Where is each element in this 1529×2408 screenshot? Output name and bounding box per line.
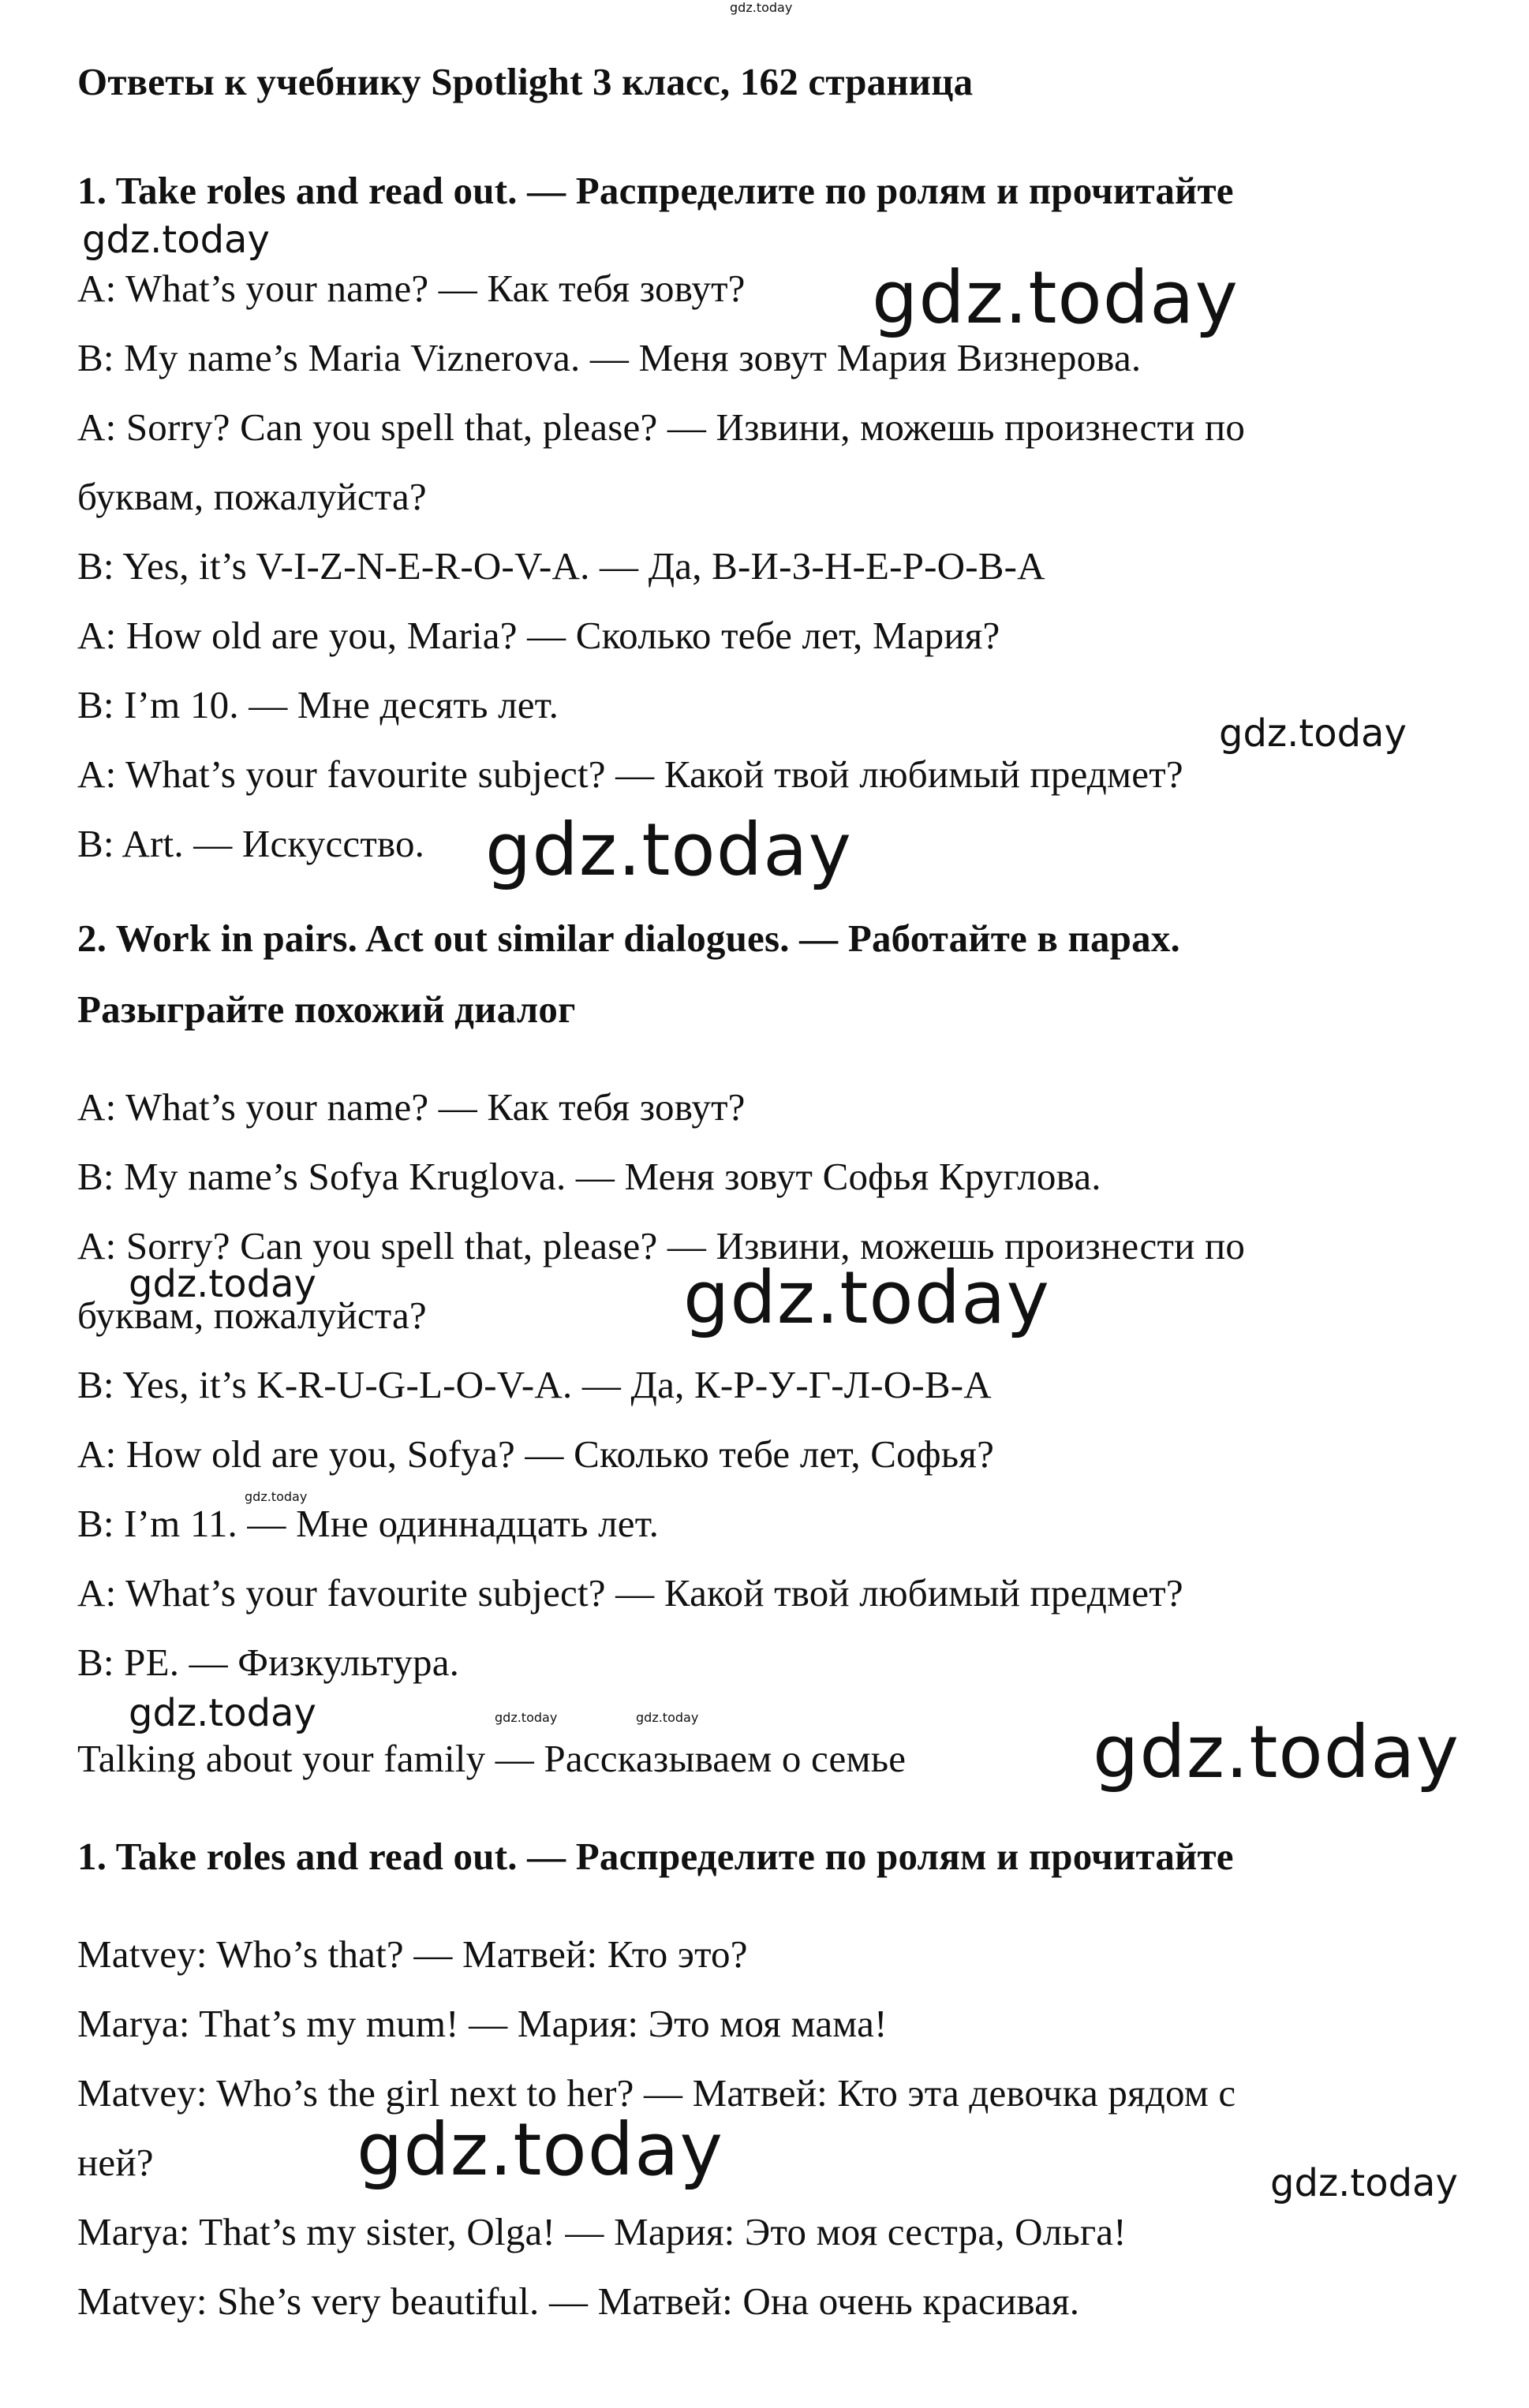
watermark-text: gdz.today xyxy=(730,0,793,15)
watermark-text: gdz.today xyxy=(82,218,270,262)
dialogue-line: Matvey: Who’s the girl next to her? — Матвей: Кто эта девочка рядом с xyxy=(77,2071,1236,2115)
watermark-text: gdz.today xyxy=(872,256,1239,340)
subtopic-title: Talking about your family — Рассказываем о семье xyxy=(77,1737,907,1780)
dialogue-line: Marya: That’s my mum! — Мария: Это моя мама! xyxy=(77,2002,888,2045)
dialogue-line: A: Sorry? Can you spell that, please? — Извини, можешь произнести по xyxy=(77,1224,1246,1267)
dialogue-line: Matvey: She’s very beautiful. — Матвей: Она очень красивая. xyxy=(77,2279,1080,2323)
section-heading: Разыграйте похожий диалог xyxy=(77,987,576,1031)
dialogue-line: A: What’s your name? — Как тебя зовут? xyxy=(77,1085,746,1129)
section-heading: 1. Take roles and read out. — Распределите по ролям и прочитайте xyxy=(77,169,1234,212)
section-heading: 1. Take roles and read out. — Распределите по ролям и прочитайте xyxy=(77,1835,1234,1878)
dialogue-line: B: Yes, it’s V-I-Z-N-E-R-O-V-A. — Да, В-И-З-Н-Е-Р-О-В-А xyxy=(77,544,1045,588)
watermark-text: gdz.today xyxy=(636,1710,699,1725)
dialogue-line: A: What’s your favourite subject? — Какой твой любимый предмет? xyxy=(77,1571,1183,1615)
section-heading: 2. Work in pairs. Act out similar dialogues. — Работайте в парах. xyxy=(77,917,1180,960)
dialogue-line: A: What’s your favourite subject? — Какой твой любимый предмет? xyxy=(77,752,1183,796)
dialogue-line: A: How old are you, Sofya? — Сколько тебе лет, Софья? xyxy=(77,1432,995,1476)
dialogue-line: B: PE. — Физкультура. xyxy=(77,1641,460,1684)
dialogue-line: B: I’m 11. — Мне одиннадцать лет. xyxy=(77,1502,660,1545)
watermark-text: gdz.today xyxy=(129,1262,316,1306)
watermark-text: gdz.today xyxy=(495,1710,558,1725)
dialogue-line: буквам, пожалуйста? xyxy=(77,475,427,518)
dialogue-line: B: I’m 10. — Мне десять лет. xyxy=(77,683,559,726)
watermark-text: gdz.today xyxy=(245,1489,308,1504)
dialogue-line: Marya: That’s my sister, Olga! — Мария: Это моя сестра, Ольга! xyxy=(77,2210,1127,2253)
watermark-text: gdz.today xyxy=(129,1691,316,1735)
dialogue-line: A: Sorry? Can you spell that, please? — Извини, можешь произнести по xyxy=(77,405,1246,449)
watermark-text: gdz.today xyxy=(1270,2161,1458,2205)
dialogue-line: ней? xyxy=(77,2141,154,2184)
dialogue-line: Matvey: Who’s that? — Матвей: Кто это? xyxy=(77,1932,748,1976)
dialogue-line: B: My name’s Sofya Kruglova. — Меня зовут Софья Круглова. xyxy=(77,1155,1101,1198)
page-title: Ответы к учебнику Spotlight 3 класс, 162 страница xyxy=(77,60,974,103)
watermark-text: gdz.today xyxy=(1093,1710,1460,1794)
watermark-text: gdz.today xyxy=(485,808,852,892)
watermark-text: gdz.today xyxy=(357,2107,723,2192)
dialogue-line: буквам, пожалуйста? xyxy=(77,1294,427,1337)
dialogue-line: A: How old are you, Maria? — Сколько тебе лет, Мария? xyxy=(77,614,1000,657)
dialogue-line: B: Art. — Искусство. xyxy=(77,822,425,865)
dialogue-line: A: What’s your name? — Как тебя зовут? xyxy=(77,267,746,310)
watermark-text: gdz.today xyxy=(1219,711,1407,756)
watermark-text: gdz.today xyxy=(683,1256,1050,1340)
dialogue-line: B: Yes, it’s K-R-U-G-L-O-V-A. — Да, К-Р-У-Г-Л-О-В-А xyxy=(77,1363,992,1406)
dialogue-line: B: My name’s Maria Viznerova. — Меня зовут Мария Визнерова. xyxy=(77,336,1142,379)
